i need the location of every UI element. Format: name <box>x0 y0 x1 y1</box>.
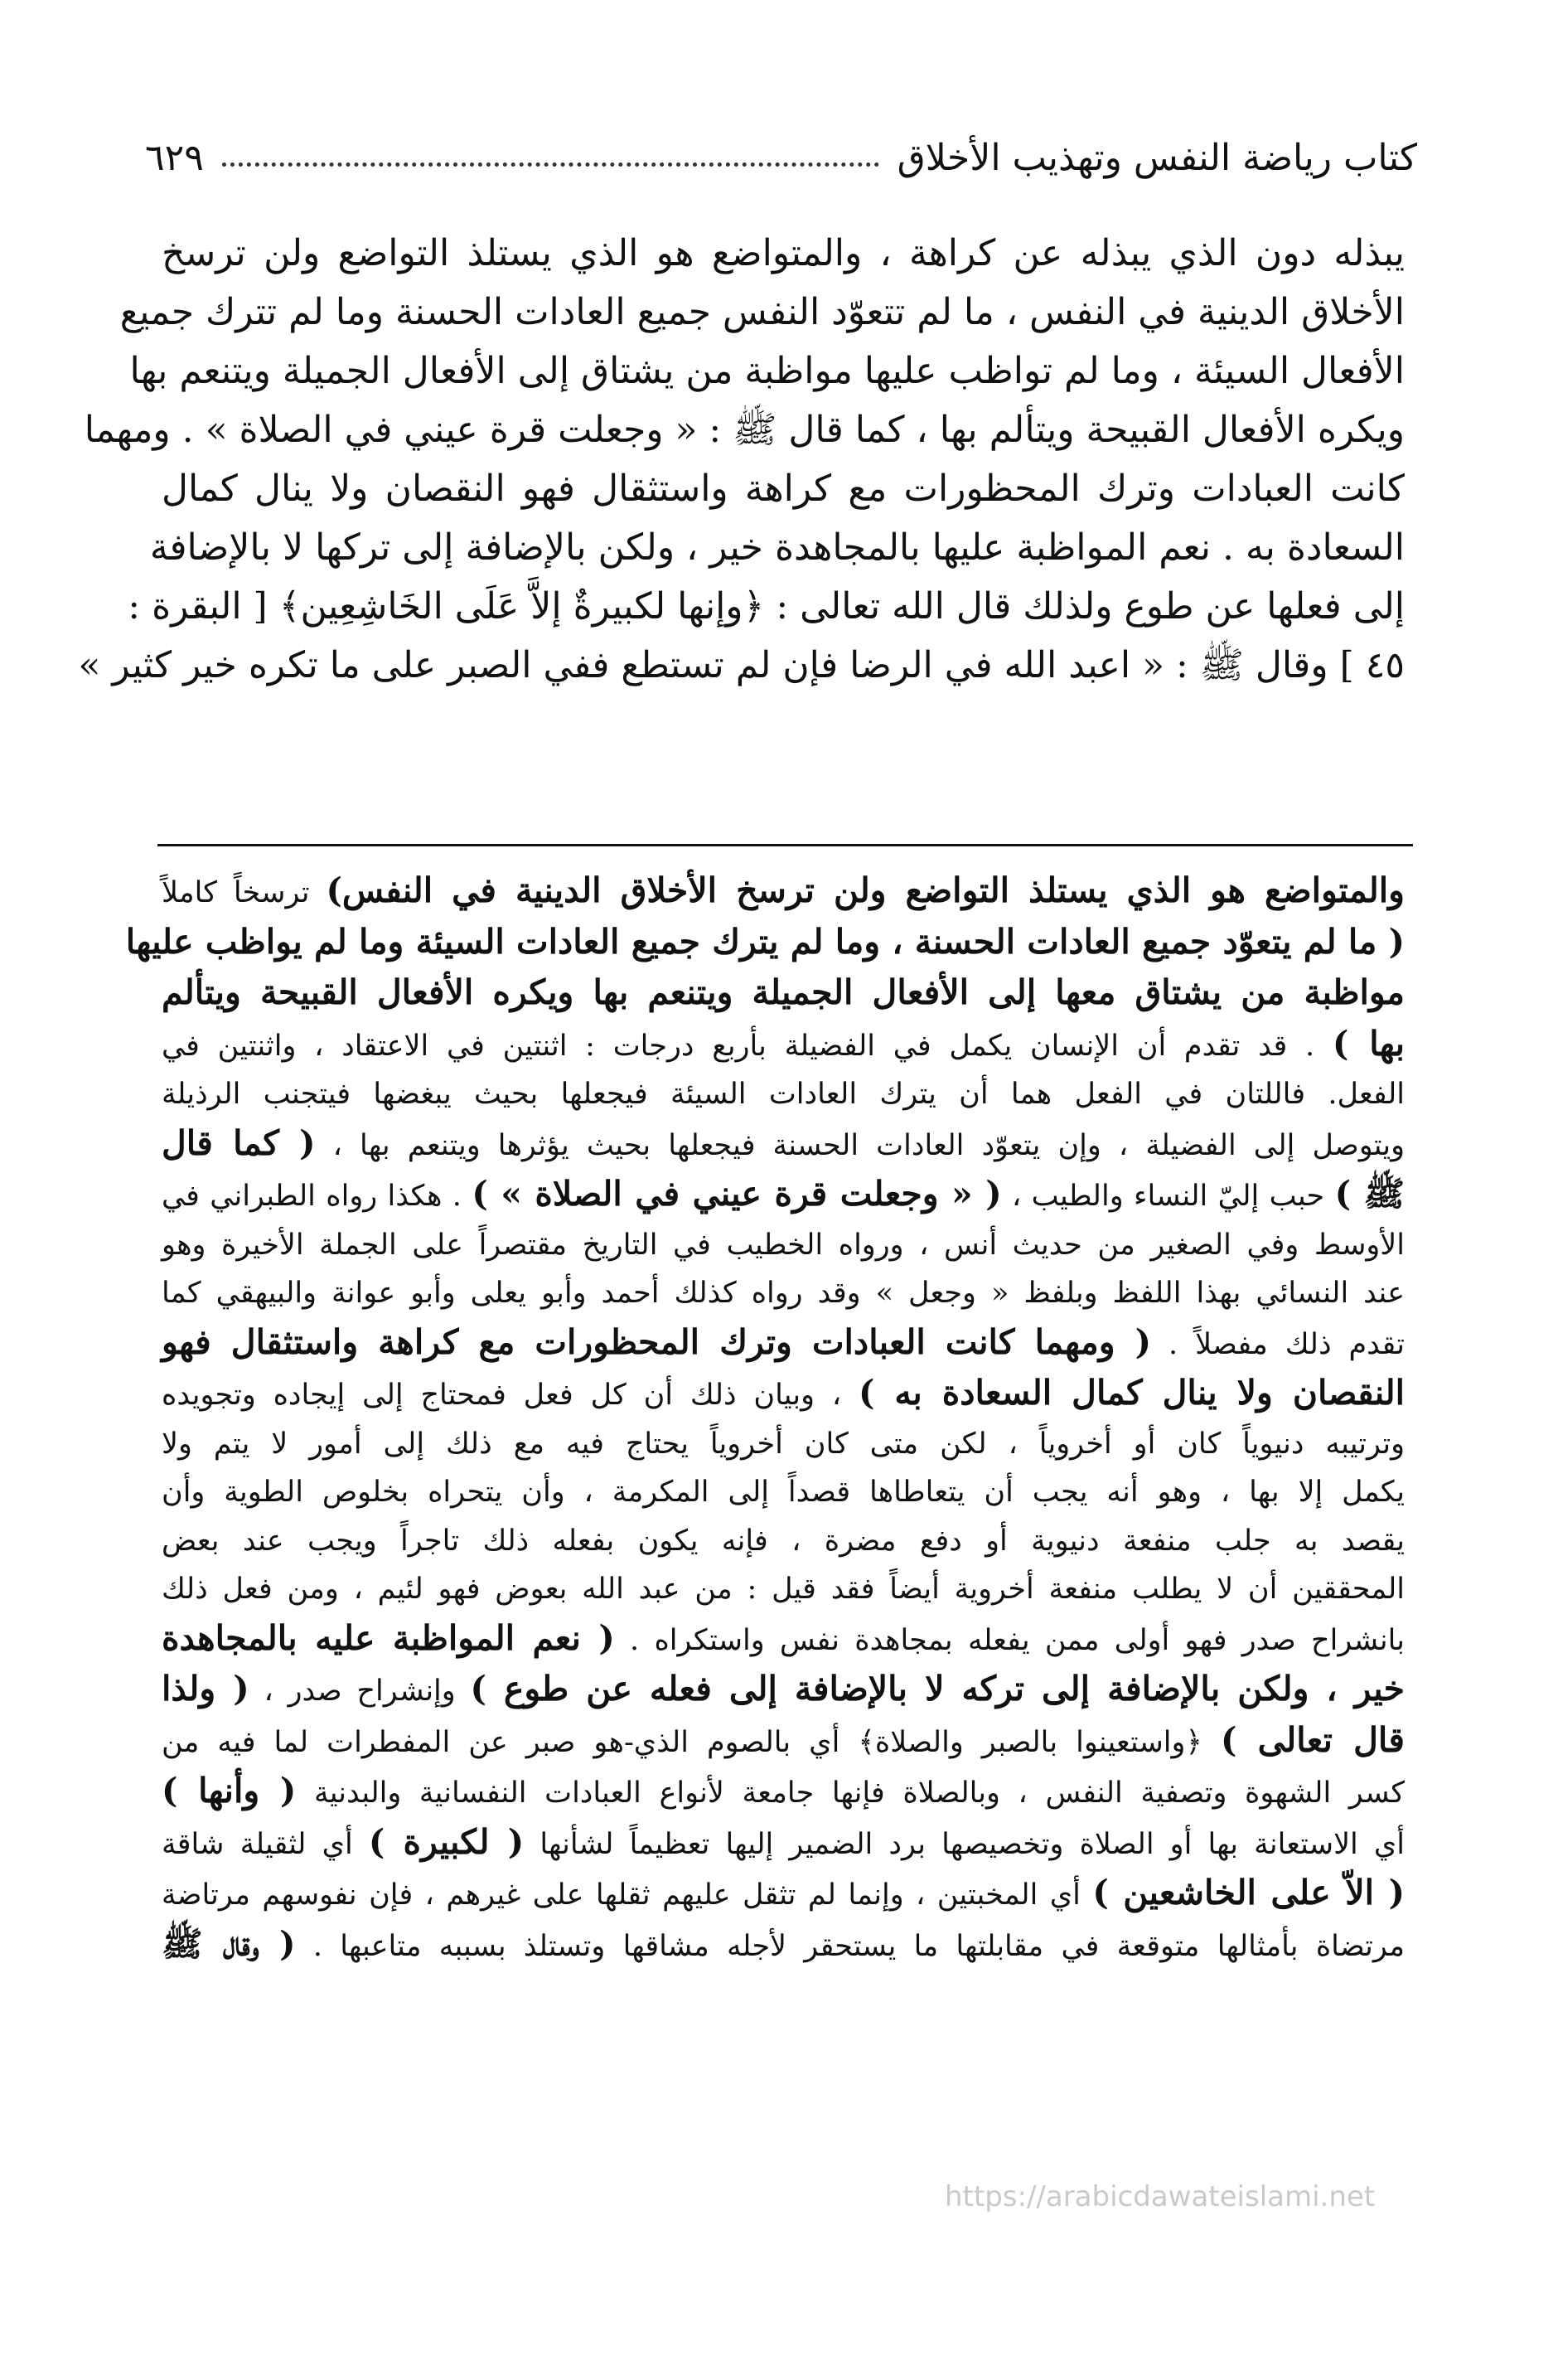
commentary-explanation-text: ويتوصل إلى الفضيلة ، وإن يتعوّد العادات الحسنة فيجعلها بحيث يؤثرها ويتنعم بها ، <box>315 1128 1405 1162</box>
commentary-explanation-text: . هكذا رواه الطبراني في <box>162 1180 472 1213</box>
watermark-url: https://arabicdawateislami.net <box>945 2180 1376 2213</box>
commentary-explanation-text: ترسخاً كاملاً <box>162 876 327 909</box>
commentary-quoted-text: بها ) <box>1332 1023 1405 1064</box>
commentary-quoted-text: ( كما قال <box>162 1122 316 1163</box>
commentary-quoted-text: ﷺ ) <box>1334 1174 1406 1214</box>
commentary-line <box>162 1221 1405 1270</box>
commentary-quoted-text: والمتواضع هو الذي يستلذ التواضع ولن ترسخ الأخلاق الدينية في النفس) <box>326 870 1405 910</box>
commentary-line <box>162 1818 1405 1869</box>
main-text <box>78 224 1405 695</box>
commentary-explanation-text: الأوسط وفي الصغير من حديث أنس ، ورواه الخطيب في التاريخ مقتصراً على الجملة الأخيرة وهو <box>162 1228 1405 1262</box>
commentary-explanation-text: حبب إليّ النساء والطيب ، <box>1001 1180 1335 1213</box>
commentary-explanation-text: تقدم ذلك مفصلاً . <box>1151 1327 1405 1361</box>
commentary-line <box>162 1369 1405 1420</box>
commentary-line <box>162 1565 1405 1614</box>
commentary-explanation-text: وترتيبه دنيوياً كان أو أخروياً ، لكن متى كان أخروياً يحتاج فيه مع ذلك إلى أمور لا يتم ولا <box>162 1427 1405 1461</box>
commentary-quoted-text: ( ومهما كانت العبادات وترك المحظورات مع كراهة واستثقال فهو <box>162 1321 1152 1362</box>
commentary-quoted-text: ( ما لم يتعوّد جميع العادات الحسنة ، وما لم يترك جميع العادات السيئة وما لم يواظب عليها <box>125 921 1405 962</box>
page-number: ٦٢٩ <box>145 136 204 179</box>
commentary-explanation-text: . قد تقدم أن الإنسان يكمل في الفضيلة بأربع درجات : اثنتين في الاعتقاد ، واثنتين في <box>162 1029 1333 1063</box>
commentary-line <box>162 1269 1405 1318</box>
main-text-line: الأفعال السيئة ، وما لم تواظب عليها مواظبة من يشتاق إلى الأفعال الجميلة ويتنعم بها <box>129 350 1405 392</box>
commentary-explanation-text: أي لثقيلة شاقة <box>162 1827 369 1861</box>
commentary-line <box>162 1020 1405 1071</box>
commentary-explanation-text: أي الاستعانة بها أو الصلاة وتخصيصها برد الضمير إليها تعظيماً لشأنها <box>524 1827 1406 1861</box>
main-text-line: يبذله دون الذي يبذله عن كراهة ، والمتواضع هو الذي يستلذ التواضع ولن ترسخ <box>162 232 1405 274</box>
main-text-line: ويكره الأفعال القبيحة ويتألم بها ، كما قال ﷺ : « وجعلت قرة عيني في الصلاة » . ومهما <box>84 409 1405 451</box>
commentary-line <box>162 866 1405 918</box>
commentary-line <box>162 1767 1405 1818</box>
commentary-line <box>162 1119 1405 1171</box>
commentary-explanation-text: وإنشراح صدر ، <box>249 1675 471 1708</box>
commentary-explanation-text: المحققين أن لا يطلب منفعة أخروية أيضاً فقد قيل : من عبد الله بعوض فهو لئيم ، ومن فعل ذلك <box>162 1573 1405 1606</box>
commentary-line <box>162 1318 1405 1369</box>
commentary-line <box>162 1614 1405 1665</box>
commentary-quoted-text: ( لكبيرة ) <box>368 1821 525 1862</box>
commentary-line <box>162 968 1405 1020</box>
main-text-line: إلى فعلها عن طوع ولذلك قال الله تعالى : ﴿وإنها لكبيرةٌ إلاَّ عَلَى الخَاشِعِين﴾ [ البقرة : <box>128 585 1405 628</box>
commentary-quoted-text: مواظبة من يشتاق معها إلى الأفعال الجميلة ويتنعم بها ويكره الأفعال القبيحة ويتألم <box>162 972 1405 1012</box>
commentary-explanation-text: عند النسائي بهذا اللفظ وبلفظ « وجعل » وقد رواه كذلك أحمد وأبو يعلى وأبو عوانة والبيهقي كما <box>162 1277 1405 1310</box>
commentary-line <box>162 1468 1405 1517</box>
commentary-explanation-text: بانشراح صدر فهو أولى ممن يفعله بمجاهدة نفس واستكراه . <box>614 1623 1405 1657</box>
main-text-line: الأخلاق الدينية في النفس ، ما لم تتعوّد النفس جميع العادات الحسنة وما لم تترك جميع <box>119 291 1405 333</box>
commentary-line <box>162 1170 1405 1221</box>
main-text-line: ٤٥ ] وقال ﷺ : « اعبد الله في الرضا فإن لم تستطع ففي الصبر على ما تكره خير كثير » <box>78 644 1405 686</box>
commentary-explanation-text: كسر الشهوة وتصفية النفس ، وبالصلاة فإنها جامعة لأنواع العبادات النفسانية والبدنية <box>296 1777 1406 1810</box>
commentary-explanation-text: ، وبيان ذلك أن كل فعل فمحتاج إلى إيجاده وتجويده <box>162 1379 859 1412</box>
commentary-line <box>162 1420 1405 1469</box>
commentary-quoted-text: ( الاّ على الخاشعين ) <box>1092 1873 1405 1912</box>
commentary-quoted-text: قال تعالى ) <box>1220 1719 1405 1760</box>
commentary-quoted-text: ( وقال ﷺ <box>162 1923 296 1964</box>
header-dotted-leader <box>222 162 879 167</box>
commentary-line <box>162 1665 1405 1716</box>
commentary-quoted-text: ( ولذا <box>162 1669 249 1709</box>
book-title: كتاب رياضة النفس وتهذيب الأخلاق <box>897 136 1417 179</box>
commentary-line <box>125 918 1405 969</box>
text-divider <box>157 844 1413 846</box>
commentary-quoted-text: ( نعم المواظبة عليه بالمجاهدة <box>162 1617 615 1658</box>
commentary-line <box>162 1869 1405 1920</box>
page-header <box>145 124 1417 191</box>
commentary-explanation-text: ﴿واستعينوا بالصبر والصلاة﴾ أي بالصوم الذي-هو صبر عن المفطرات لما فيه من <box>162 1725 1221 1759</box>
commentary-explanation-text: يكمل إلا بها ، وهو أنه يجب أن يتعاطاها قصداً إلى المكرمة ، وأن يتحراه بخلوص الطوية وأن <box>162 1476 1405 1509</box>
commentary-line <box>162 1716 1405 1767</box>
commentary-text <box>125 866 1406 1970</box>
main-text-line: كانت العبادات وترك المحظورات مع كراهة واستثقال فهو النقصان ولا ينال كمال <box>162 468 1405 510</box>
commentary-quoted-text: ( وأنها ) <box>162 1771 297 1810</box>
commentary-quoted-text: النقصان ولا ينال كمال السعادة به ) <box>858 1373 1405 1413</box>
commentary-line <box>162 1920 1405 1971</box>
commentary-quoted-text: ( « وجعلت قرة عيني في الصلاة » ) <box>472 1174 1002 1214</box>
commentary-explanation-text: يقصد به جلب منفعة دنيوية أو دفع مضرة ، فإنه يكون بفعله ذلك تاجراً ويجب عند بعض <box>162 1524 1405 1558</box>
commentary-line <box>162 1517 1405 1566</box>
commentary-line <box>162 1070 1405 1119</box>
main-text-line: السعادة به . نعم المواظبة عليها بالمجاهدة خير ، ولكن بالإضافة إلى تركها لا بالإضافة <box>149 526 1405 569</box>
commentary-quoted-text: خير ، ولكن بالإضافة إلى تركه لا بالإضافة إلى فعله عن طوع ) <box>470 1669 1405 1709</box>
commentary-explanation-text: مرتضاة بأمثالها متوقعة في مقابلتها ما يستحقر لأجله مشاقها وتستلذ بسببه متاعبها . <box>295 1929 1405 1963</box>
commentary-explanation-text: أي المخبتين ، وإنما لم تثقل عليهم ثقلها على غيرهم ، فإن نفوسهم مرتاضة <box>162 1878 1093 1912</box>
commentary-explanation-text: الفعل. فاللتان في الفعل هما أن يترك العادات السيئة فيجعلها بحيث يبغضها فيتجنب الرذيلة <box>162 1078 1405 1111</box>
